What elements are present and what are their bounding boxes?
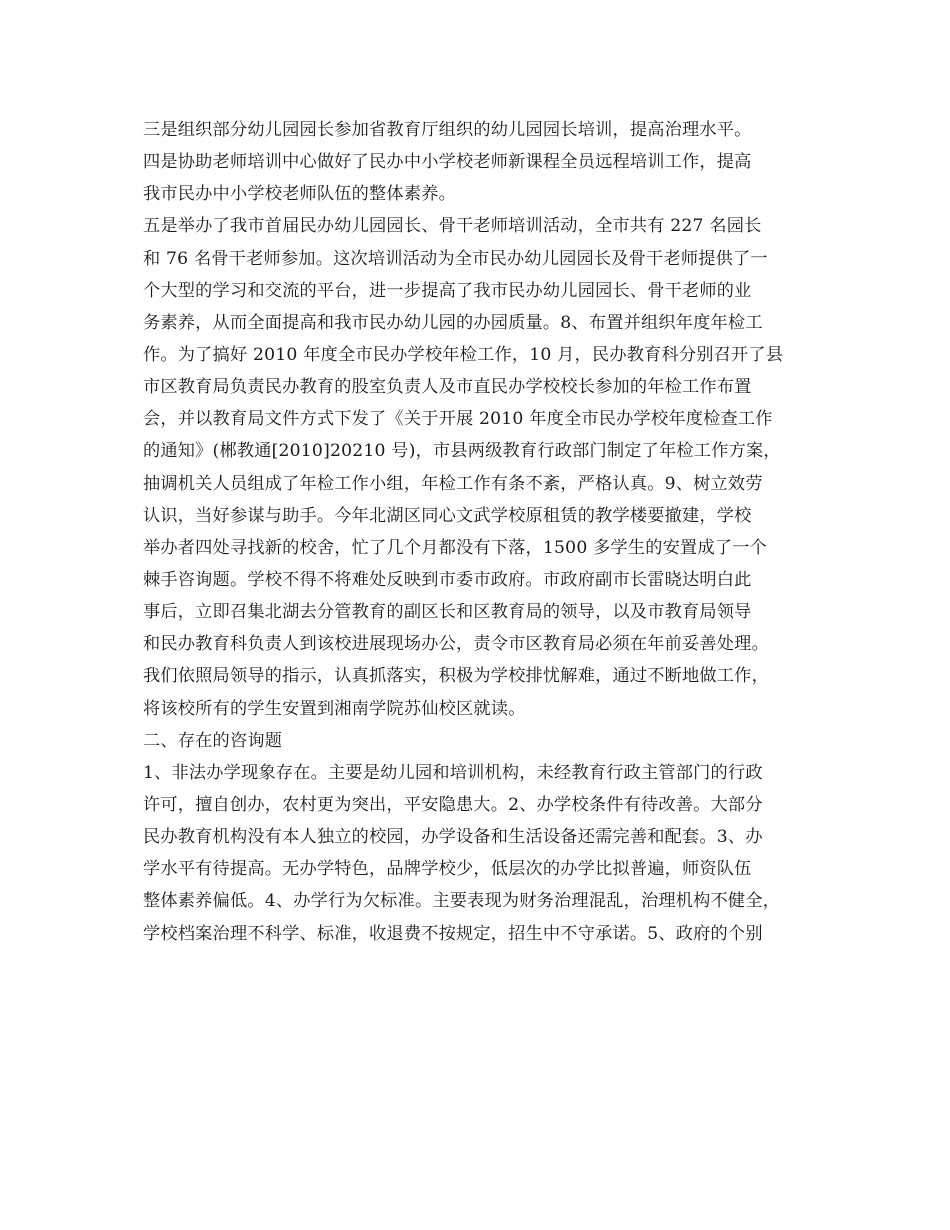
text-line: 和 76 名骨干老师参加。这次培训活动为全市民办幼儿园园长及骨干老师提供了一 xyxy=(143,248,768,269)
text-line: 五是举办了我市首届民办幼儿园园长、骨干老师培训活动，全市共有 227 名园长 xyxy=(143,216,762,237)
text-line: 民办教育机构没有本人独立的校园，办学设备和生活设备还需完善和配套。3、办 xyxy=(143,827,763,848)
text-line: 和民办教育科负责人到该校进展现场办公，责令市区教育局必须在年前妥善处理。 xyxy=(143,634,769,655)
text-line: 学校档案治理不科学、标准，收退费不按规定，招生中不守承诺。5、政府的个别 xyxy=(143,923,763,944)
section-heading: 二、存在的咨询题 xyxy=(143,730,283,751)
text-line: 整体素养偏低。4、办学行为欠标准。主要表现为财务治理混乱，治理机构不健全， xyxy=(143,891,781,912)
text-line: 的通知》(郴教通[2010]20210 号)，市县两级教育行政部门制定了年检工作方案， xyxy=(143,441,781,462)
text-line: 许可，擅自创办，农村更为突出，平安隐患大。2、办学校条件有待改善。大部分 xyxy=(143,794,763,815)
text-line: 我们依照局领导的指示，认真抓落实，积极为学校排忧解难，通过不断地做工作， xyxy=(143,666,769,687)
text-line: 1、非法办学现象存在。主要是幼儿园和培训机构，未经教育行政主管部门的行政 xyxy=(143,762,763,783)
text-line: 三是组织部分幼儿园园长参加省教育厅组织的幼儿园园长培训，提高治理水平。 xyxy=(143,120,752,140)
text-line: 我市民办中小学校老师队伍的整体素养。 xyxy=(143,184,456,205)
text-line: 四是协助老师培训中心做好了民办中小学校老师新课程全员远程培训工作，提高 xyxy=(143,152,752,173)
text-line: 抽调机关人员组成了年检工作小组，年检工作有条不紊，严格认真。9、树立效劳 xyxy=(143,473,763,494)
text-line: 作。为了搞好 2010 年度全市民办学校年检工作，10 月，民办教育科分别召开了县 xyxy=(143,344,784,365)
text-line: 事后，立即召集北湖去分管教育的副区长和区教育局的领导，以及市教育局领导 xyxy=(143,602,752,623)
text-line: 举办者四处寻找新的校舍，忙了几个月都没有下落，1500 多学生的安置成了一个 xyxy=(143,537,767,558)
text-line: 务素养，从而全面提高和我市民办幼儿园的办园质量。8、布置并组织年度年检工 xyxy=(143,312,763,333)
text-line: 将该校所有的学生安置到湘南学院苏仙校区就读。 xyxy=(143,698,526,719)
text-line: 棘手咨询题。学校不得不将难处反映到市委市政府。市政府副市长雷晓达明白此 xyxy=(143,569,752,590)
text-line: 认识，当好参谋与助手。今年北湖区同心文武学校原租赁的教学楼要撤建，学校 xyxy=(143,505,752,526)
text-line: 市区教育局负责民办教育的股室负责人及市直民办学校校长参加的年检工作布置 xyxy=(143,377,752,398)
text-line: 个大型的学习和交流的平台，进一步提高了我市民办幼儿园园长、骨干老师的业 xyxy=(143,280,752,301)
text-line: 会，并以教育局文件方式下发了《关于开展 2010 年度全市民办学校年度检查工作 xyxy=(143,409,773,430)
text-line: 学水平有待提高。无办学特色，品牌学校少，低层次的办学比拟普遍，师资队伍 xyxy=(143,859,752,880)
document-body xyxy=(143,114,843,950)
